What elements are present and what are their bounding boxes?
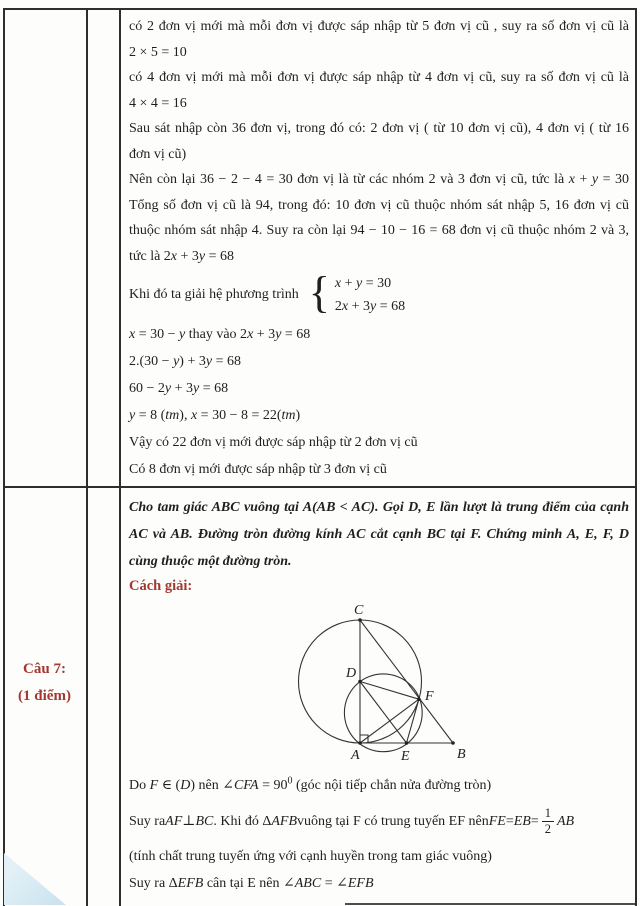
point-label-A: A <box>351 748 360 763</box>
text-line: x = 30 − y thay vào 2x + 3y = 68 <box>129 327 311 342</box>
statement-line: cùng thuộc một đường tròn. <box>129 554 292 569</box>
point-label-F: F <box>425 689 434 704</box>
text-line: Suy ra ΔEFB cân tại E nên ∠ABC = ∠EFB <box>129 876 374 891</box>
geometry-solution-lines <box>129 772 629 897</box>
table-border-right <box>635 8 637 906</box>
statement-line: AC và AB. Đường tròn đường kính AC cắt cạnh BC tại F. Chứng minh A, E, F, D <box>129 527 629 542</box>
geometry-figure-svg <box>285 600 485 770</box>
segment-CB <box>360 620 453 743</box>
text-line: x + y = 30 <box>334 276 392 291</box>
point-label-E: E <box>401 749 410 764</box>
question-points: (1 điểm) <box>18 688 71 704</box>
question-number: Câu 7: <box>23 661 66 677</box>
text-line: 2 × 5 = 10 <box>129 44 187 60</box>
problem-statement <box>129 494 629 575</box>
text-line: tức là 2x + 3y = 68 <box>129 248 235 264</box>
table-border-bottom-partial <box>345 903 637 905</box>
text-line: Tổng số đơn vị cũ là 94, trong đó: 10 đơn vị cũ thuộc nhóm sát nhập 5, 16 đơn vị cũ <box>129 197 629 213</box>
text-line: Nên còn lại 36 − 2 − 4 = 30 đơn vị là từ các nhóm 2 và 3 đơn vị cũ, tức là x + y = 30 <box>129 172 629 187</box>
table-border-col1 <box>86 8 88 906</box>
geometry-figure <box>285 600 485 770</box>
text-line: đơn vị cũ) <box>129 146 187 162</box>
text-line: có 4 đơn vị mới mà mỗi đơn vị được sáp nhập từ 4 đơn vị cũ, suy ra số đơn vị cũ là <box>129 70 629 85</box>
solution-heading: Cách giải: <box>129 578 193 594</box>
text-line: thuộc nhóm sát nhập 4. Suy ra còn lại 94 − 10 − 16 = 68 đơn vị cũ thuộc nhóm 2 và 3, <box>129 223 629 238</box>
text-line: 2.(30 − y) + 3y = 68 <box>129 354 241 369</box>
table-border-left <box>3 8 5 906</box>
text-line: (tính chất trung tuyến ứng với cạnh huyền trong tam giác vuông) <box>129 849 492 864</box>
segment-EF <box>407 699 419 743</box>
row1-solution-content <box>121 10 635 483</box>
point-label-D: D <box>346 666 357 681</box>
system-intro-text: Khi đó ta giải hệ phương trình <box>129 287 299 302</box>
text-line: 2x + 3y = 68 <box>334 299 406 314</box>
text-line: 4 × 4 = 16 <box>129 95 187 111</box>
text-line: Có 8 đơn vị mới được sáp nhập từ 3 đơn vị cũ <box>129 462 387 477</box>
segment-AF <box>360 699 419 743</box>
point-label-B: B <box>457 747 466 762</box>
segment-DE <box>360 682 407 744</box>
table-border-row-divider <box>3 486 637 488</box>
text-line: có 2 đơn vị mới mà mỗi đơn vị được sáp nhập từ 5 đơn vị cũ , suy ra số đơn vị cũ là <box>129 19 629 34</box>
statement-line: Cho tam giác ABC vuông tại A(AB < AC). Gọi D, E lần lượt là trung điểm của cạnh <box>129 500 629 515</box>
system-equations <box>335 272 405 318</box>
solution-lines-top <box>129 14 629 269</box>
text-line: 60 − 2y + 3y = 68 <box>129 381 229 396</box>
text-line: Sau sát nhập còn 36 đơn vị, trong đó có: 2 đơn vị ( từ 10 đơn vị cũ), 4 đơn vị ( từ 16 <box>129 121 629 136</box>
text-line: Vậy có 22 đơn vị mới được sáp nhập từ 2 đơn vị cũ <box>129 435 418 450</box>
point-label-C: C <box>354 603 364 618</box>
text-line: Suy ra AF ⊥ BC . Khi đó Δ AFB vuông tại F có trung tuyến EF nên FE = EB = $\frac{1}{2}$ AB <box>129 805 575 836</box>
system-brace: { <box>308 267 330 317</box>
text-line: y = 8 (tm), x = 30 − 8 = 22(tm) <box>129 408 301 423</box>
corner-watermark <box>4 853 66 905</box>
equation-system <box>129 269 629 321</box>
text-line: Do F ∈ (D) nên ∠CFA = $90^0$ (góc nội tiếp chắn nửa đường tròn) <box>129 775 492 793</box>
solution-lines-bottom <box>129 321 629 483</box>
row2-question-content <box>121 489 635 897</box>
fraction: $\frac{1}{2}$ <box>542 806 554 837</box>
question-label <box>3 656 86 710</box>
